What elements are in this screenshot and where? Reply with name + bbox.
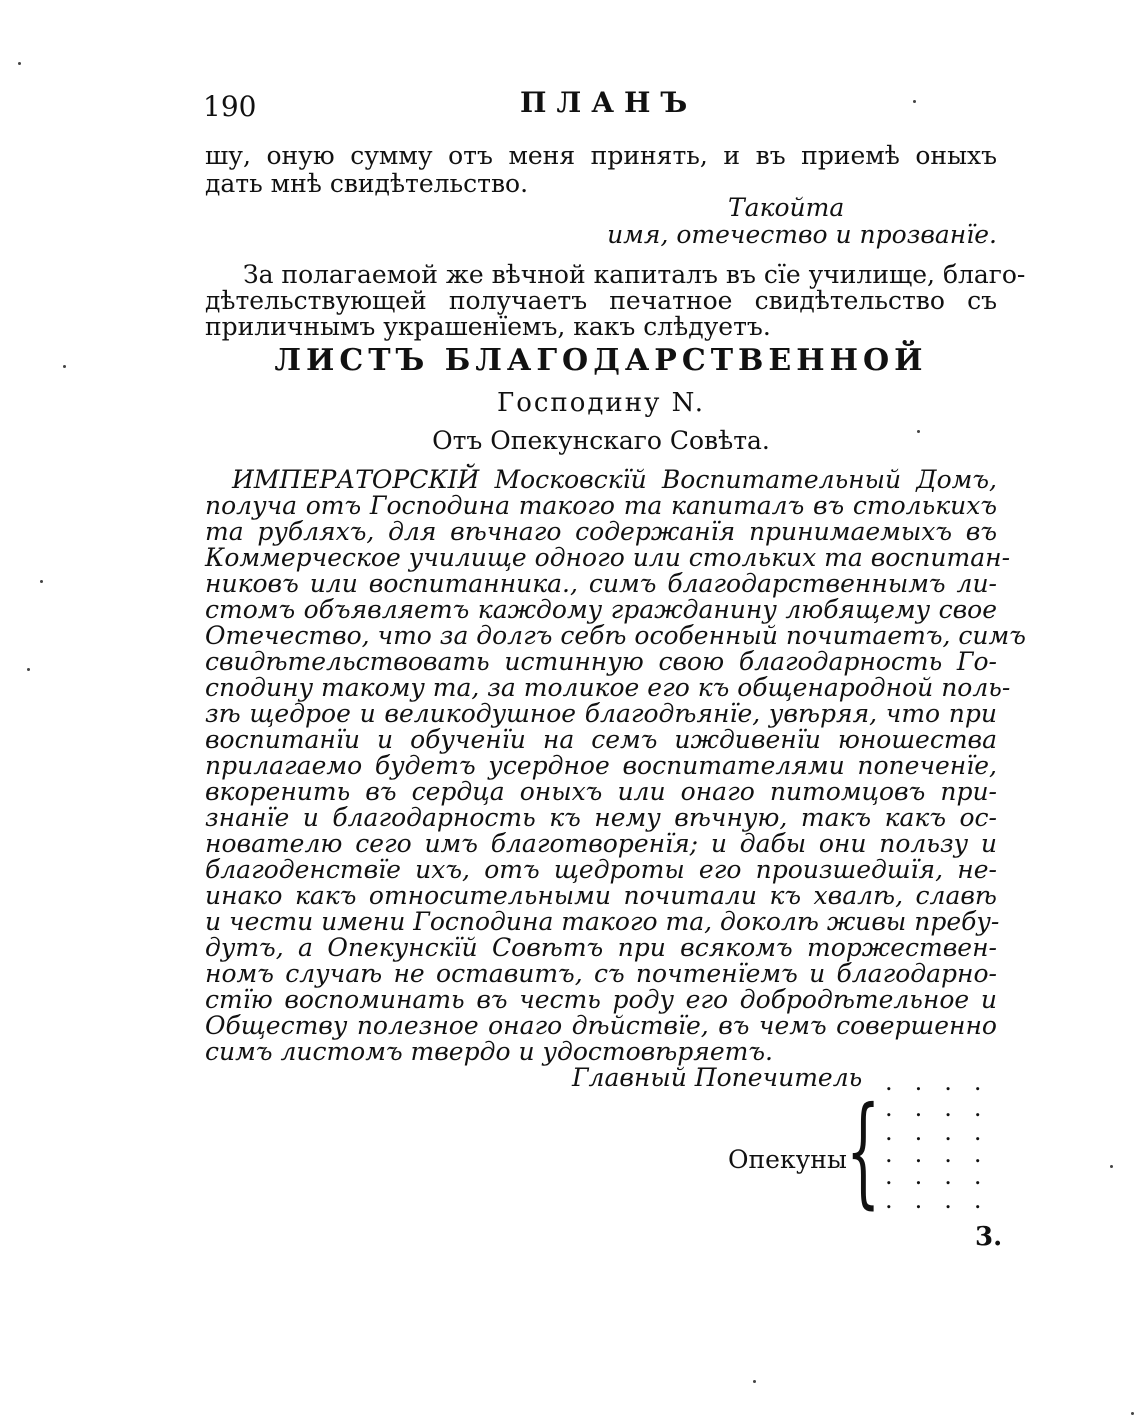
page-number: 190 (203, 90, 257, 123)
body-line: Обществу полезное онаго дѣйствїе, въ чемъ совершенно (205, 1011, 997, 1040)
paragraph-line: дѣтельствующей получаетъ печатное свидѣтельство съ (205, 286, 997, 315)
body-line: вкоренить въ сердца оныхъ или онаго питомцовъ при- (205, 777, 997, 806)
paragraph-line: За полагаемой же вѣчной капиталъ въ сїе училище, благо- (243, 260, 1026, 289)
body-line: номъ случаѣ не оставитъ, съ почтенїемъ и благодарно- (205, 959, 997, 988)
body-line: стомъ объявляетъ каждому гражданину любящему свое (205, 595, 997, 624)
body-line: инако какъ относительными почитали къ хвалѣ, славѣ (205, 881, 997, 910)
signature-dots: .... (885, 1140, 1004, 1168)
body-line: ИМПЕРАТОРСКIЙ Московскїй Воспитательный Домъ, (232, 465, 997, 494)
letter-recipient: Господину N. (497, 388, 705, 418)
paper-speck (917, 430, 920, 433)
paper-speck (1131, 1412, 1134, 1415)
body-line: прилагаемо будетъ усердное воспитателями попеченїе, (205, 751, 997, 780)
body-line: симъ листомъ твердо и удостовѣряетъ. (205, 1037, 773, 1066)
running-title: ПЛАНЪ (520, 86, 698, 119)
body-line: та рубляхъ, для вѣчнаго содержанїя принимаемыхъ въ (205, 517, 997, 546)
body-line: никовъ или воспитанника., симъ благодарственнымъ ли- (205, 569, 997, 598)
signature-dots: .... (885, 1118, 1004, 1146)
signature-name: Такойта (728, 193, 845, 222)
chief-trustee: Главный Попечитель (572, 1063, 863, 1092)
catchword: 3. (975, 1222, 1003, 1252)
paper-speck (753, 1380, 756, 1383)
paper-speck (40, 580, 43, 583)
paragraph-line: приличнымъ украшенїемъ, какъ слѣдуетъ. (205, 312, 771, 341)
signature-caption: имя, отечество и прозванїе. (607, 220, 997, 249)
body-line: свидѣтельствовать истинную свою благодарность Го- (205, 647, 997, 676)
paper-speck (18, 62, 21, 65)
paper-speck (913, 100, 916, 103)
letter-title: ЛИСТЪ БЛАГОДАРСТВЕННОЙ (274, 343, 928, 378)
signature-dots: .... (885, 1162, 1004, 1190)
body-line: дутъ, а Опекунскїй Совѣтъ при всякомъ торжествен- (205, 933, 997, 962)
body-line: знанїе и благодарность къ нему вѣчную, такъ какъ ос- (205, 803, 997, 832)
body-line: зѣ щедрое и великодушное благодѣянїе, увѣряя, что при (205, 699, 997, 728)
paper-speck (63, 365, 66, 368)
body-line: нователю сего имъ благотворенїя; и дабы они пользу и (205, 829, 997, 858)
body-line: Коммерческое училище одного или стольких та воспитан- (205, 543, 1011, 572)
letter-sender: Отъ Опекунскаго Совѣта. (432, 426, 770, 455)
body-line: благоденствїе ихъ, отъ щедроты его произшедшїя, не- (205, 855, 997, 884)
signature-dots: .... (885, 1186, 1004, 1214)
curly-brace: { (846, 1082, 881, 1221)
body-line: стїю воспоминать въ честь роду его добродѣтельное и (205, 985, 997, 1014)
body-line: сподину такому та, за толикое его къ общенародной поль- (205, 673, 1011, 702)
signature-dots: .... (885, 1094, 1004, 1122)
paper-speck (1110, 1165, 1113, 1168)
body-line: воспитанїи и обученїи на семъ иждивенїи юношества (205, 725, 997, 754)
body-line: Отечество, что за долгъ себѣ особенный почитаетъ, симъ (205, 621, 1026, 650)
text-line: шу, оную сумму отъ меня принять, и въ приемѣ оныхъ (205, 141, 997, 170)
guardians-label: Опекуны (728, 1145, 847, 1174)
body-line: получа отъ Господина такого та капиталъ въ столькихъ (205, 491, 997, 520)
body-line: и чести имени Господина такого та, доколѣ живы пребу- (205, 907, 1000, 936)
signature-dots: .... (885, 1068, 1004, 1096)
paper-speck (27, 668, 30, 671)
text-line: дать мнѣ свидѣтельство. (205, 169, 529, 198)
